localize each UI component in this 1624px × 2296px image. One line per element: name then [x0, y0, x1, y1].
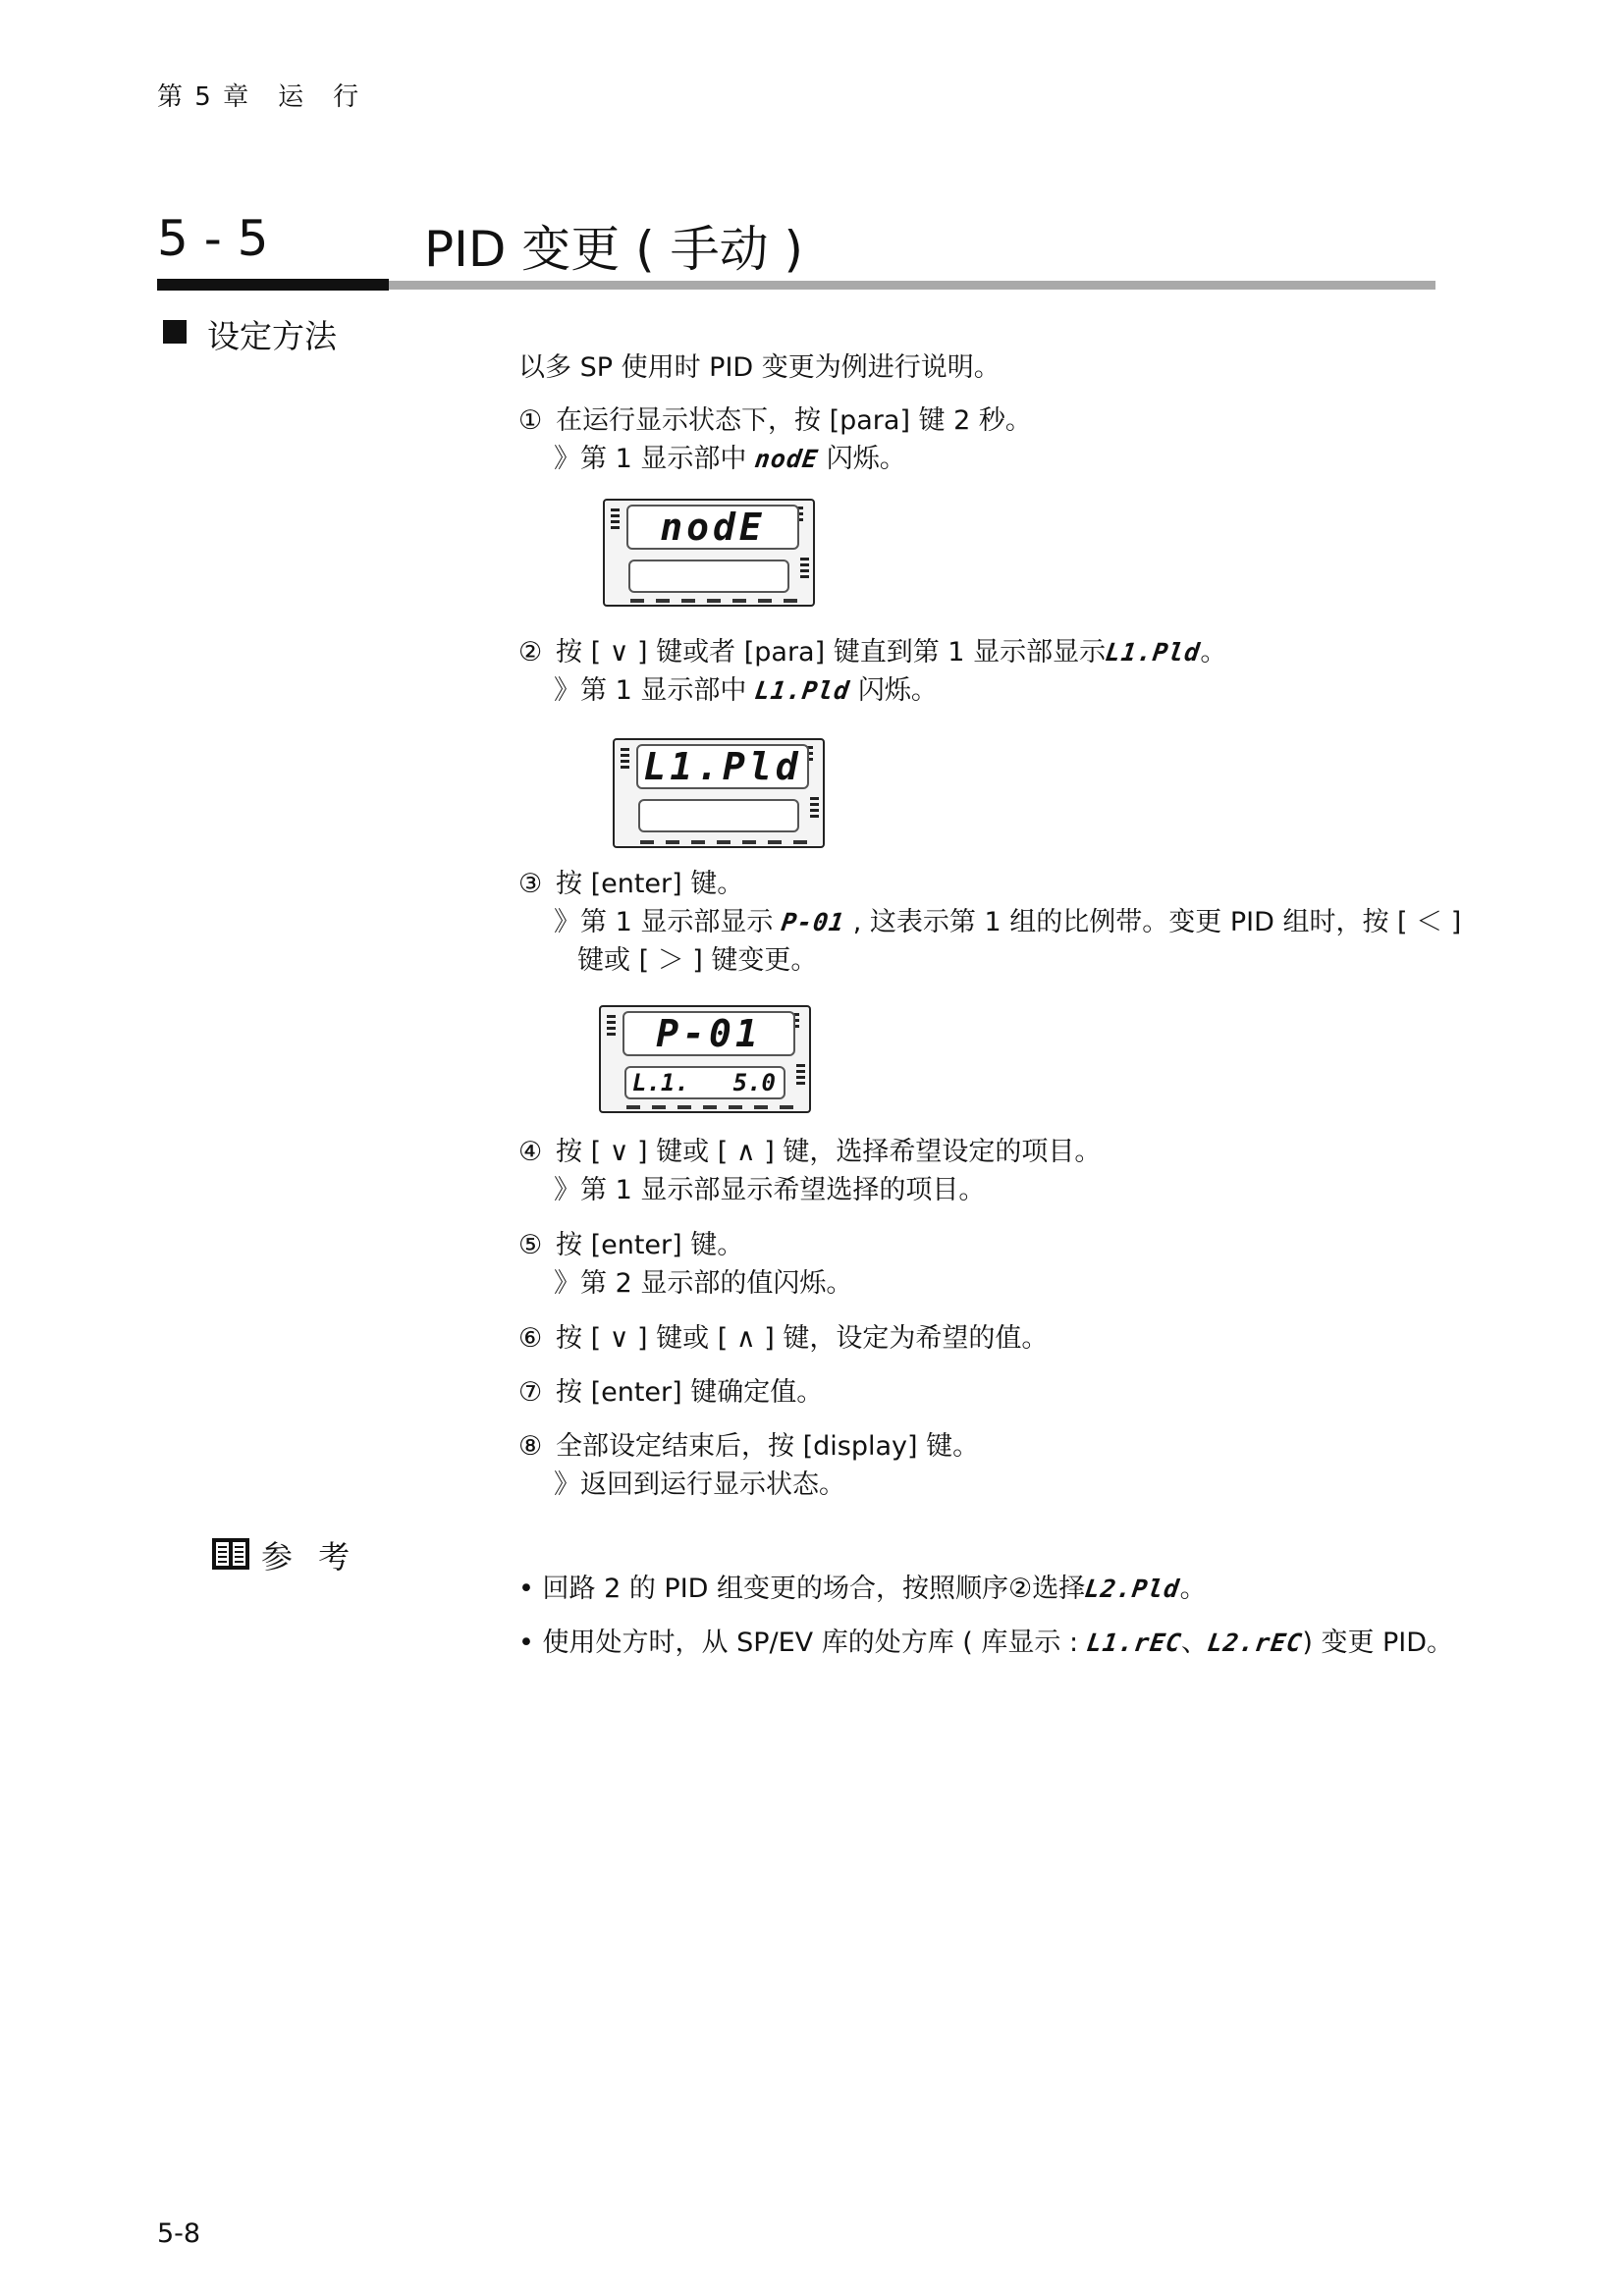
result-suffix: , 这表示第 1 组的比例带。变更 PID 组时，按 [ ＜ ] [852, 907, 1462, 937]
intro-text: 以多 SP 使用时 PID 变更为例进行说明。 [518, 352, 1001, 383]
lcd-left-indicators [611, 508, 620, 529]
section-rule-black [157, 279, 389, 291]
subsection-title: 设定方法 [207, 317, 337, 355]
result-5: 》第 2 显示部的值闪烁。 [554, 1268, 853, 1299]
subsection-square-icon [163, 320, 187, 344]
step-6 [518, 1320, 1048, 1358]
lcd-upper-readout: P-01 [623, 1011, 795, 1056]
reference-bullet-2 [518, 1625, 1453, 1662]
step-text: 全部设定结束后，按 [display] 键。 [556, 1431, 980, 1462]
lcd-lower-value: 5.0 [732, 1069, 776, 1096]
lcd-display-2 [613, 738, 825, 848]
step-number: ⑧ [518, 1431, 543, 1462]
section-rule-gray [389, 281, 1435, 290]
step-text: 按 [ ∨ ] 键或 [ ∧ ] 键，选择希望设定的项目。 [556, 1137, 1102, 1167]
lcd-upper-readout: nodE [626, 505, 799, 550]
result-prefix: 》第 1 显示部中 [554, 444, 747, 474]
step-number: ② [518, 637, 543, 667]
lcd-upper-readout: L1.Pld [636, 744, 809, 789]
result-1 [554, 441, 906, 478]
segment-code: L2.Pld [1083, 1575, 1182, 1603]
step-4 [518, 1134, 1101, 1171]
lcd-lower-readout [628, 560, 789, 593]
section-title: PID 变更 ( 手动 ) [424, 221, 803, 278]
lcd-display-3 [599, 1005, 811, 1113]
step-number: ⑤ [518, 1230, 543, 1260]
reference-title: 参 考 [261, 1538, 358, 1575]
step-text-end: 。 [1200, 637, 1227, 667]
section-number: 5 - 5 [157, 210, 269, 267]
result-3-continued: 键或 [ ＞ ] 键变更。 [577, 945, 818, 976]
bullet-text-end: 。 [1179, 1574, 1207, 1604]
bullet-text: • 回路 2 的 PID 组变更的场合，按照顺序②选择 [518, 1574, 1086, 1604]
segment-code: P-01 [779, 908, 847, 936]
step-number: ③ [518, 869, 543, 899]
result-2 [554, 672, 938, 710]
step-5 [518, 1227, 743, 1264]
step-text: 按 [ ∨ ] 键或者 [para] 键直到第 1 显示部显示 [556, 637, 1107, 667]
lcd-display-1 [603, 499, 815, 607]
segment-code: L1.Pld [1104, 638, 1203, 667]
result-prefix: 》第 1 显示部中 [554, 675, 747, 706]
bullet-text-end: ) 变更 PID。 [1302, 1628, 1454, 1658]
lcd-lower-label: L.1. [632, 1069, 689, 1096]
step-number: ① [518, 405, 543, 436]
step-text: 按 [ ∨ ] 键或 [ ∧ ] 键，设定为希望的值。 [556, 1323, 1049, 1354]
segment-code: L1.Pld [752, 676, 852, 705]
result-suffix: 闪烁。 [857, 675, 938, 706]
lcd-side-indicators [800, 558, 809, 578]
lcd-bottom-indicators [630, 599, 797, 603]
lcd-side-indicators [796, 1064, 805, 1085]
lcd-lower-readout [624, 1066, 785, 1099]
lcd-left-indicators [621, 748, 629, 769]
lcd-bottom-indicators [626, 1105, 793, 1109]
result-4: 》第 1 显示部显示希望选择的项目。 [554, 1175, 986, 1205]
page-number: 5-8 [157, 2218, 201, 2249]
step-3 [518, 866, 743, 903]
step-7 [518, 1374, 823, 1412]
step-text: 按 [enter] 键。 [556, 1230, 744, 1260]
segment-code: L1.rEC [1084, 1629, 1184, 1657]
step-number: ⑦ [518, 1377, 543, 1408]
step-text: 按 [enter] 键。 [556, 869, 744, 899]
result-3 [554, 904, 1461, 941]
step-text: 在运行显示状态下，按 [para] 键 2 秒。 [556, 405, 1032, 436]
chapter-header: 第 5 章 运 行 [157, 82, 361, 112]
segment-code: L2.rEC [1206, 1629, 1305, 1657]
step-2 [518, 634, 1226, 671]
step-8 [518, 1428, 979, 1466]
lcd-left-indicators [607, 1015, 616, 1036]
lcd-lower-readout [638, 799, 799, 832]
result-prefix: 》第 1 显示部显示 [554, 907, 774, 937]
segment-code: nodE [752, 445, 821, 473]
lcd-side-indicators [810, 797, 819, 818]
book-icon [211, 1536, 250, 1572]
bullet-separator: 、 [1181, 1628, 1209, 1658]
reference-bullet-1 [518, 1571, 1207, 1608]
lcd-bottom-indicators [640, 840, 807, 844]
step-number: ⑥ [518, 1323, 543, 1354]
result-8: 》返回到运行显示状态。 [554, 1469, 845, 1500]
step-text: 按 [enter] 键确定值。 [556, 1377, 824, 1408]
bullet-text: • 使用处方时，从 SP/EV 库的处方库 ( 库显示 : [518, 1628, 1079, 1658]
step-number: ④ [518, 1137, 543, 1167]
result-suffix: 闪烁。 [826, 444, 906, 474]
step-1 [518, 402, 1032, 440]
